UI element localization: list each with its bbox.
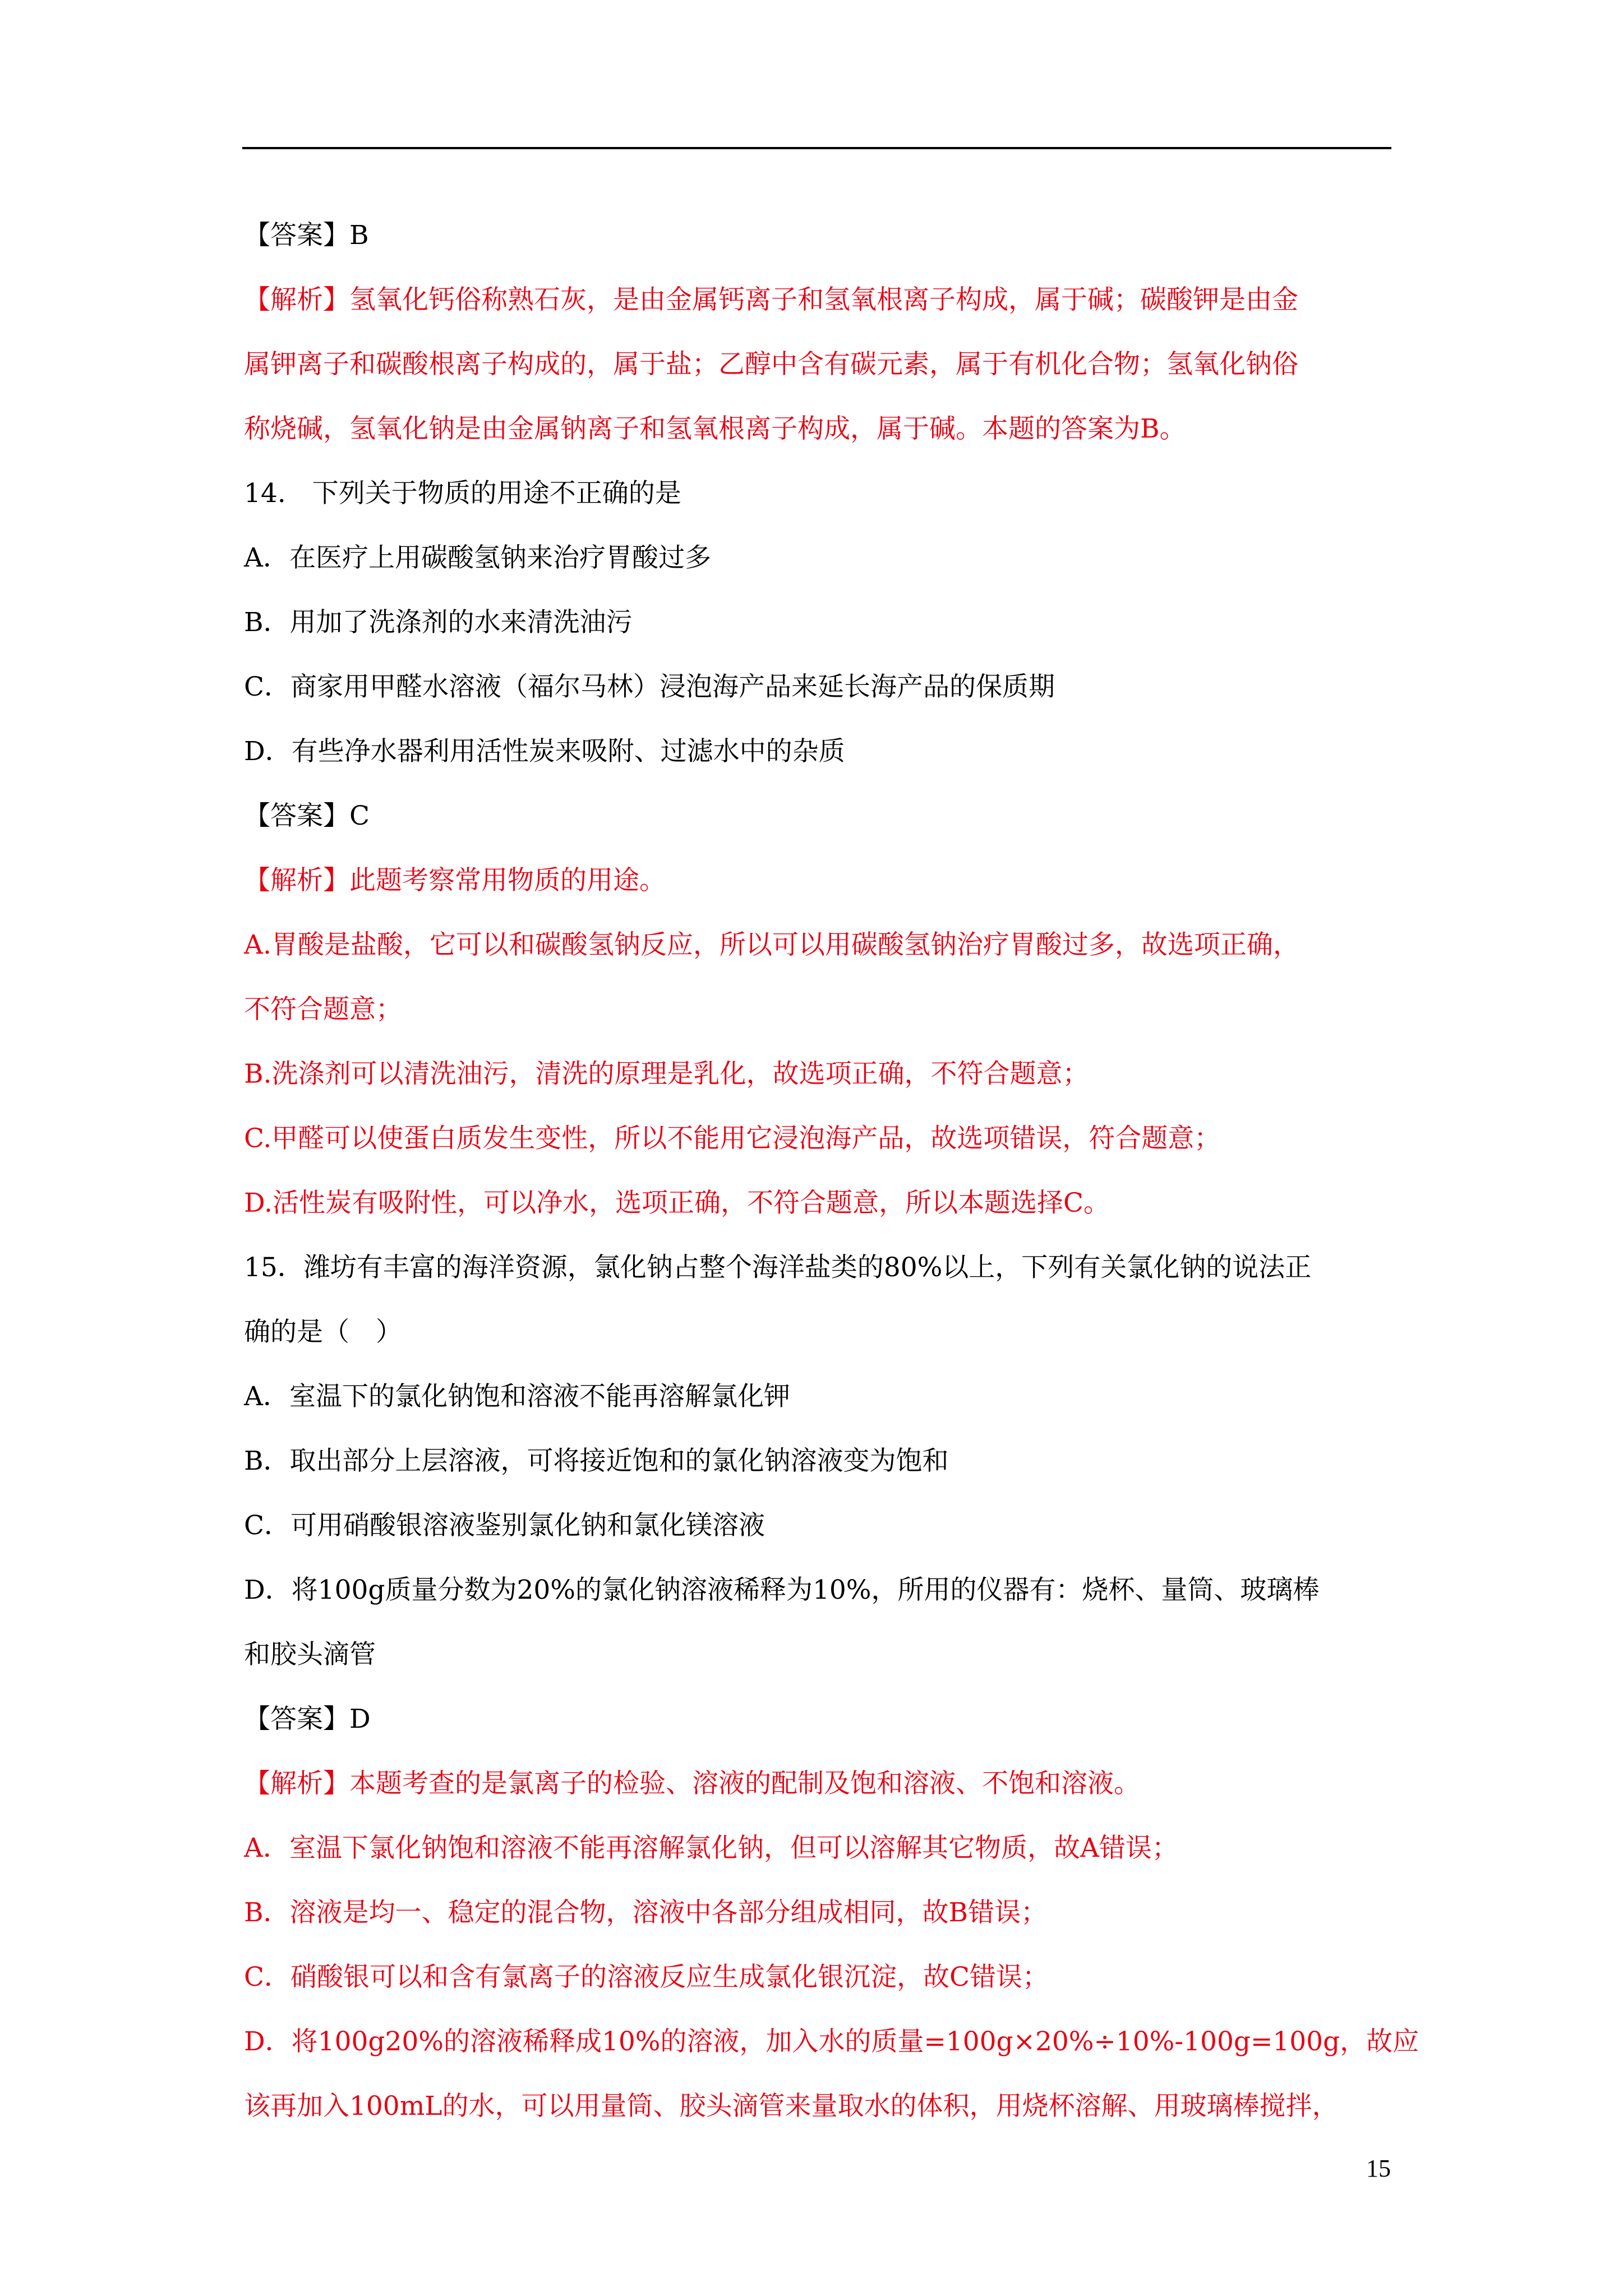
text-line: 【答案】C [244, 800, 370, 831]
text-line: C．可用硝酸银溶液鉴别氯化钠和氯化镁溶液 [244, 1510, 765, 1541]
text-line: 【解析】此题考察常用物质的用途。 [244, 865, 666, 896]
text-line: D.活性炭有吸附性，可以净水，选项正确，不符合题意，所以本题选择C。 [244, 1188, 1110, 1218]
text-line: 属钾离子和碳酸根离子构成的，属于盐；乙醇中含有碳元素，属于有机化合物；氢氧化钠俗 [244, 349, 1298, 380]
text-line: A.胃酸是盐酸，它可以和碳酸氢钠反应，所以可以用碳酸氢钠治疗胃酸过多，故选项正确， [244, 930, 1299, 960]
text-line: D．将100g20%的溶液稀释成10%的溶液，加入水的质量=100g×20%÷10%-100g=100g，故应 [244, 2026, 1419, 2057]
text-line: A．室温下氯化钠饱和溶液不能再溶解氯化钠，但可以溶解其它物质，故A错误； [244, 1833, 1178, 1864]
text-line: B．取出部分上层溶液，可将接近饱和的氯化钠溶液变为饱和 [244, 1446, 949, 1476]
text-line: C.甲醛可以使蛋白质发生变性，所以不能用它浸泡海产品，故选项错误，符合题意； [244, 1123, 1221, 1154]
header-rule [242, 147, 1391, 149]
page-content [244, 203, 1419, 2138]
text-line: C．商家用甲醛水溶液（福尔马林）浸泡海产品来延长海产品的保质期 [244, 671, 1055, 702]
text-line: 【解析】本题考查的是氯离子的检验、溶液的配制及饱和溶液、不饱和溶液。 [244, 1768, 1140, 1799]
page-number: 15 [1366, 2155, 1391, 2182]
text-line: 15．潍坊有丰富的海洋资源，氯化钠占整个海洋盐类的80%以上，下列有关氯化钠的说法正 [244, 1252, 1312, 1283]
text-line: A．在医疗上用碳酸氢钠来治疗胃酸过多 [244, 542, 711, 573]
text-line: C．硝酸银可以和含有氯离子的溶液反应生成氯化银沉淀，故C错误； [244, 1962, 1049, 1993]
text-line: 【解析】氢氧化钙俗称熟石灰，是由金属钙离子和氢氧根离子构成，属于碱；碳酸钾是由金 [244, 284, 1298, 315]
text-line: 称烧碱，氢氧化钠是由金属钠离子和氢氧根离子构成，属于碱。本题的答案为B。 [244, 413, 1186, 444]
text-line: A．室温下的氯化钠饱和溶液不能再溶解氯化钾 [244, 1381, 790, 1412]
text-line: B.洗涤剂可以清洗油污，清洗的原理是乳化，故选项正确，不符合题意； [244, 1059, 1089, 1089]
text-line: B．用加了洗涤剂的水来清洗油污 [244, 607, 633, 638]
text-line: 不符合题意； [244, 994, 402, 1025]
text-line: D．有些净水器利用活性炭来吸附、过滤水中的杂质 [244, 736, 845, 767]
text-line: 确的是（ ） [244, 1317, 402, 1347]
text-line: 【答案】D [244, 1704, 371, 1734]
text-line: 和胶头滴管 [244, 1639, 376, 1670]
text-line: 【答案】B [244, 220, 369, 251]
text-line: 该再加入100mL的水，可以用量筒、胶头滴管来量取水的体积，用烧杯溶解、用玻璃棒搅拌， [244, 2091, 1339, 2122]
text-line: B．溶液是均一、稳定的混合物，溶液中各部分组成相同，故B错误； [244, 1897, 1048, 1928]
text-line: 14. 下列关于物质的用途不正确的是 [244, 478, 681, 509]
text-line: D．将100g质量分数为20%的氯化钠溶液稀释为10%，所用的仪器有：烧杯、量筒、玻璃棒 [244, 1575, 1320, 1605]
